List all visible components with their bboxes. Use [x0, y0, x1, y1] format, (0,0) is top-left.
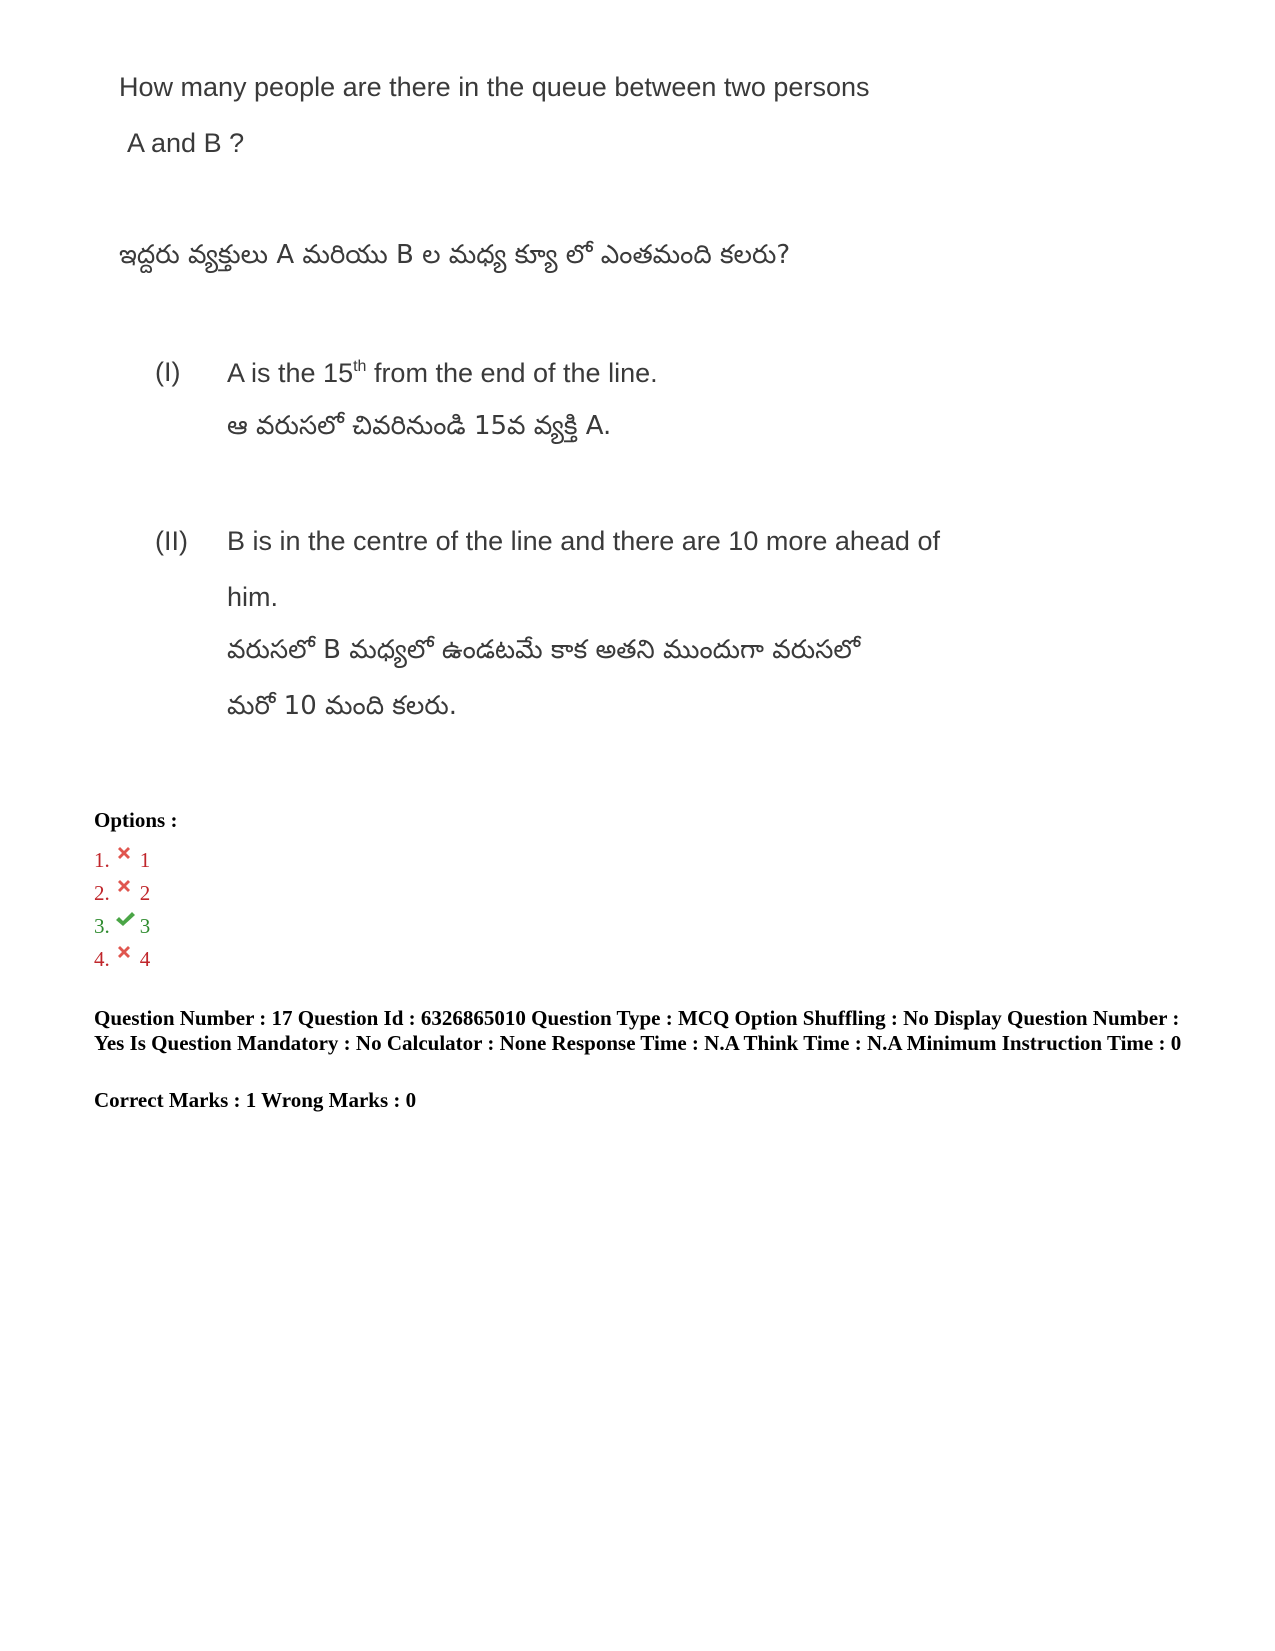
statement-1-label: (I): [155, 357, 181, 387]
cross-icon: [114, 840, 134, 860]
option-value: 2: [139, 881, 151, 905]
option-4: [94, 939, 150, 972]
option-number: 4.: [94, 947, 110, 971]
statement-1-english: A is the 15th from the end of the line.: [227, 358, 658, 388]
options-list: [94, 840, 150, 972]
option-1: [94, 840, 150, 873]
option-2: [94, 873, 150, 906]
option-number: 3.: [94, 914, 110, 938]
statement-2-english-line2: him.: [227, 582, 279, 612]
marks-info: Correct Marks : 1 Wrong Marks : 0: [94, 1088, 417, 1112]
option-number: 2.: [94, 881, 110, 905]
option-number: 1.: [94, 848, 110, 872]
option-value: 4: [139, 947, 151, 971]
options-title: Options :: [94, 808, 178, 832]
check-icon: [114, 906, 134, 926]
statement-2-label: (II): [155, 526, 188, 556]
cross-icon: [114, 939, 134, 959]
option-3: [94, 906, 150, 939]
statement-2-english-line1: B is in the centre of the line and there are 10 more ahead of: [227, 526, 940, 556]
question-english-line1: How many people are there in the queue between two persons: [119, 72, 870, 102]
cross-icon: [114, 873, 134, 893]
option-value: 3: [139, 914, 151, 938]
question-image: [0, 0, 1275, 760]
statement-1-telugu: ఆ వరుసలో చివరినుండి 15వ వ్యక్తి A.: [227, 411, 612, 441]
statement-2-telugu-line1: వరుసలో B మధ్యలో ఉండటమే కాక అతని ముందుగా వరుసలో: [227, 635, 861, 665]
question-telugu: ఇద్దరు వ్యక్తులు A మరియు B ల మధ్య క్యూ లో ఎంతమంది కలరు?: [119, 240, 791, 270]
statement-2-telugu-line2: మరో 10 మంది కలరు.: [227, 691, 457, 721]
question-english-line2: A and B ?: [127, 128, 245, 158]
question-info: Question Number : 17 Question Id : 6326865010 Question Type : MCQ Option Shuffling : No Display Question Number : Yes Is Question Mandatory : No Calculator : None Response Time : N.A Think Time : N.A Minimum Instruction Time : 0: [94, 1006, 1182, 1055]
option-value: 1: [139, 848, 151, 872]
